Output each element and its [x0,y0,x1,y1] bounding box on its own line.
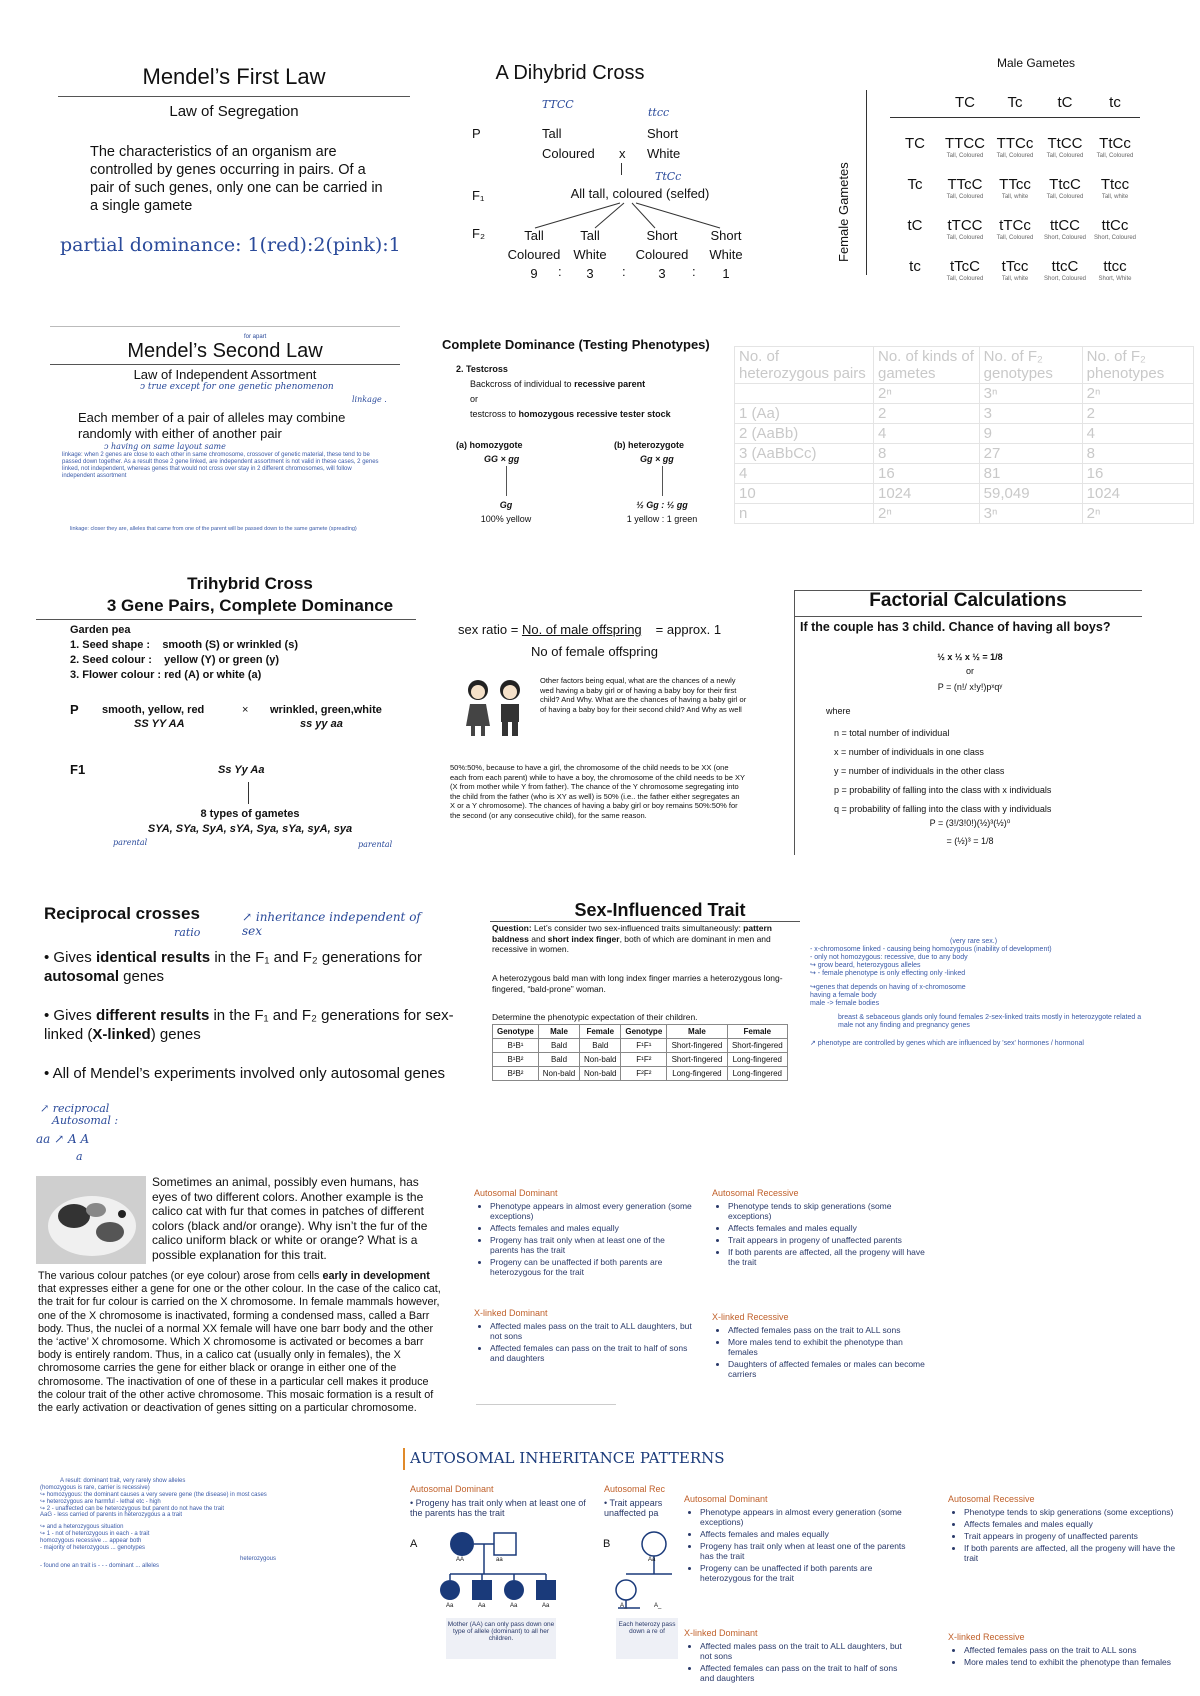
p-label: P [70,702,79,717]
table-row: 4 [735,464,874,484]
genotype: aa [496,1557,503,1563]
divider [866,90,867,275]
genotype: Aa [542,1603,550,1609]
f2-group-1: Tall Coloured 9 [507,228,561,281]
col-header: No. of F₂ phenotypes [1082,347,1193,384]
trihybrid-title: Trihybrid Cross [187,574,313,593]
cell: TtCC Tall, Coloured [1046,135,1084,159]
colon: : [622,264,626,279]
f2-group-2: Tall White 3 [573,228,607,281]
col-header: tc [1109,94,1121,111]
cell: ttcc Short, White [1098,258,1132,282]
punnett-square [890,90,1140,295]
f2-group-4: Short White 1 [709,228,743,281]
sexinf-p3: Determine the phenotypic expectation of their children. [492,1012,698,1022]
heterozygote-label: (b) heterozygote [614,440,685,450]
genotype: Aa [510,1603,518,1609]
cell: TTCc Tall, Coloured [996,135,1034,159]
sex-ratio-denominator: No of female offspring [531,644,658,659]
p1b: Coloured [542,146,595,161]
genotype: A_ [620,1603,628,1609]
cell: TtCc Tall, Coloured [1096,135,1134,159]
line2: testcross to homozygous recessive tester stock [470,409,671,419]
result-a: Gg [499,500,513,510]
p1-phenotype: smooth, yellow, red [102,704,205,716]
divider [490,921,800,922]
aip-ar-title: Autosomal Rec [604,1484,666,1494]
factorial-title: Factorial Calculations [869,590,1067,611]
x-linked-dominant-box: X-linked Dominant • Affected males pass on the trait to ALL daughters, but not sons • Affected females can pass on the trait to half of sons and daughters [474,1308,694,1365]
sex-ratio: sex ratio = No. of male offspring = approx. 1 [458,622,722,637]
cross-x: × [242,704,249,716]
hand-p1: TTCC [542,98,574,111]
cell: Ttcc Tall, white [1100,176,1130,200]
table-row: B¹B¹ Bald Bald F¹F¹ Short-fingered Short-fingered [493,1039,788,1053]
table-row: 10 [735,484,874,504]
hand-f1: TtCc [655,170,682,183]
calico-body: The various colour patches (or eye colour) arose from cells early in development that expresses either a gene for one or the other colour. In the case of the calico cat, the trait for fur colour is carried on the X chromosome. In female mammals however, one of the X chromosome is inactivated, forming a condensed mass, called a Barr body. Thus, the nuclei of a normal XX female will have one barr body and the other the ‘active’ X chromosome. Which X chromosome is activated or becomes a barr body is entirely random. Thus, in a calico cat (usually only in females), the X chromosome carries the gene for either black or orange in either one of the chromosome. The inactivation of one of these in a particular cell makes it produce the colour trait of the other active chromosome. This mosaic formation is a result of the early activation or deactivation of genes sitting on a particular chromosome. [38,1270,441,1415]
garden-pea: Garden pea [70,624,131,636]
mendel2-title: Mendel’s Second Law [127,340,323,362]
definitions: n = total number of individual x = number of individuals in one class y = number of individuals in the other class p = probability of falling into the class with x individuals q = probability of falling into the class with y individuals [834,728,1052,814]
cross-a: GG × gg [484,454,520,464]
row-header: tC [907,217,923,234]
boy-girl-icon [458,678,534,738]
result-1: P = (3!/3!0!)(½)³(½)⁰ [929,818,1011,828]
dihybrid-title: A Dihybrid Cross [495,62,645,84]
col-header: No. of F₂ genotypes [979,347,1082,384]
arrow-line [248,782,249,804]
scribble-notes: linkage: when 2 genes are close to each other in same chromosome, crossover of genetic material, these tend to be passed down together. As a result those 2 gene linked, are independent assortment is not valid in these cases, 2 genes linked, not independent, whereas genes that would not cross over stay in 2 different chromosomes, will follow independent assortment [62,452,379,479]
or: or [965,666,974,676]
f1-label: F1 [70,762,86,777]
genotype: AA [456,1557,465,1563]
p-label: P [472,126,481,141]
trait-2: 2. Seed colour : yellow (Y) or green (y) [70,654,280,666]
or: or [470,394,479,404]
p2b: White [647,146,681,161]
faded-table: No. of heterozygous pairs No. of kinds of gametes No. of F₂ genotypes No. of F₂ phenotypes 2ⁿ 3ⁿ 2ⁿ 1 (Aa) 2 3 2 2 (AaBb) 4 9 4 3 (AaBbCc) 8 27 8 4 16 81 16 10 1024 59,049 1024 n 2ⁿ 3ⁿ 2ⁿ [734,346,1194,524]
mendel1-subtitle: Law of Segregation [169,103,299,120]
hand-note: aa ↗ A A [36,1132,90,1146]
divider [794,590,795,855]
autosomal-dominant-box: Autosomal Dominant • Phenotype appears in almost every generation (some exceptions) • Affects females and males equally • Progeny has trait only when at least one of the parents has the trait • Progeny can be unaffected if both parents are heterozygous for the trait [474,1188,694,1279]
accent-bar [403,1448,405,1470]
table-row: n [735,504,874,524]
hand-note: ratio [174,926,201,939]
col-header: TC [955,94,975,111]
divider [36,619,416,620]
pedigree-a-caption: Mother (AA) can only pass down one type of allele (dominant) to all her children. [446,1618,556,1659]
table-row: B¹B² Bald Non-bald F¹F² Short-fingered Long-fingered [493,1053,788,1067]
hand-note: a [76,1150,83,1163]
mendel1-note: partial dominance: 1(red):2(pink):1 [60,234,401,256]
table-row: 3 (AaBbCc) [735,444,874,464]
sex-ratio-answer: 50%:50%, because to have a girl, the chromosome of the child needs to be XX (one each from each parent) while to have a boy, the chromosome of the child needs to be XY (X from mother while Y from father). The chance of the Y chromosome segregating into the child from the father (who is XY as well) is 50% (i.e.. the father either segregates an X or a Y chromosome). The chances of having a baby girl or boy remains 50%:50% for the second (or any consecutive child), for the same reason. [450,763,745,820]
mendel2-subtitle: Law of Independent Assortment [133,367,317,382]
hand-note: ↄ having on same layout same [104,442,226,451]
line1: Backcross of individual to recessive parent [470,379,646,389]
mendel2-text: Each member of a pair of alleles may combine randomly with either of another pair [78,410,346,441]
genotype: Aa [648,1557,656,1563]
f1: All tall, coloured (selfed) [570,186,710,201]
sexinf-p2: A heterozygous bald man with long index finger marries a heterozygous long-fingered, “bald-prone” woman. [492,973,783,994]
divider [50,364,400,365]
hand-note: ↗ inheritance independent of sex [242,910,421,938]
aip-ad-text: • Progeny has trait only when at least one of the parents has the trait [410,1498,586,1518]
hand-p2: ttcc [648,106,670,119]
mendel1-title: Mendel’s First Law [142,64,326,89]
where: where [826,706,851,716]
arrow-line [621,163,622,175]
scribble-notes: (very rare sex.) - x-chromosome linked - causing being homozygous (inability of development) - only not homozygous: recessive, due to any body ↪ grow beard, heterozygous alleles ↪ - female phenotype is only effecting only -linked ↪genes that depends on having of x-chromosome having a female body male -> female bodies breast & sebaceous glands only found females 2-sex-linked traits mostly in heterozygote related a male not any finding and pregnancy genes ↗ phenotype are controlled by genes which are influenced by 'sex' hormones / hormonal [810,938,1142,1048]
trihybrid-subtitle: 3 Gene Pairs, Complete Dominance [106,596,394,615]
arrow-line [662,466,663,496]
female-gametes-label: Female Gametes [836,162,851,262]
pedigree-b-label: B [603,1538,611,1550]
table-row: B²B² Non-bald Non-bald F²F² Long-fingered Long-fingered [493,1067,788,1081]
p2: Short [647,126,679,141]
tiny-note: for apart [244,334,267,340]
cell: tTCC Tall, Coloured [946,217,984,241]
genotype: A_ [654,1603,662,1609]
factorial-question: If the couple has 3 child. Chance of having all boys? [800,620,1111,634]
cell: ttCc Short, Coloured [1093,217,1137,241]
divider [58,96,410,97]
genotype: Aa [446,1603,454,1609]
x-linked-dominant-box-large: X-linked Dominant • Affected males pass on the trait to ALL daughters, but not sons • Affected females can pass on the trait to half of sons and daughters [684,1628,912,1685]
note-a: 100% yellow [480,514,532,524]
note-b: 1 yellow : 1 green [626,514,698,524]
aip-ad-title: Autosomal Dominant [410,1484,494,1494]
cell: tTCc Tall, Coloured [996,217,1034,241]
hand-note: parental [358,840,393,849]
cell: tTcc Tall, white [1001,258,1029,282]
sexinf-title: Sex-Influenced Trait [574,900,746,920]
pedigree-b-caption: Each heterozy pass down a re of [616,1618,678,1659]
result-2: = (½)³ = 1/8 [946,836,994,846]
cell: TTcc Tall, white [999,176,1031,200]
hand-note: linkage . [352,395,387,404]
hand-note: parental [113,838,148,847]
homozygote-label: (a) homozygote [456,440,523,450]
colon: : [692,264,696,279]
f1-label: F₁ [472,188,485,203]
sexinf-question: Question: Let’s consider two sex-influenced traits simultaneously: pattern baldness and short index finger, both of which are dominant in men and recessive in women. [492,923,772,954]
autosomal-recessive-box: Autosomal Recessive • Phenotype tends to skip generations (some exceptions) • Affects females and males equally • Trait appears in progeny of unaffected parents • If both parents are affected, all the progeny will have the trait [712,1188,932,1269]
footnote: linkage: closer they are, alleles that came from one of the parent will be passed down to the same gamete (spreading) [70,526,357,532]
x-linked-recessive-box: X-linked Recessive • Affected females pass on the trait to ALL sons • More males tend to exhibit the phenotype than females • Daughters of affected females or males can become carriers [712,1312,932,1381]
hand-note: Autosomal : [52,1114,119,1127]
row-header: Tc [907,176,923,193]
divider [794,616,1142,617]
arrow-line [506,466,507,496]
formula: P = (n!/ x!y!)pˣqʸ [937,682,1003,692]
table-row: 2 (AaBb) [735,424,874,444]
x-linked-recessive-box-large: X-linked Recessive • Affected females pass on the trait to ALL sons • More males tend to exhibit the phenotype than females [948,1632,1180,1669]
row-header: tc [909,258,921,275]
complete-title: Complete Dominance (Testing Phenotypes) [442,337,710,352]
cell: TtcC Tall, Coloured [1046,176,1084,200]
reciprocal-bullets: • Gives identical results in the F₁ and F₂ generations for autosomal genes • Gives different results in the F₁ and F₂ generations for sex-linked (X-linked) genes • All of Mendel’s experiments involved only autosomal genes [44,949,454,1082]
autosomal-dominant-box-large: Autosomal Dominant • Phenotype appears in almost every generation (some exceptions) • Affects females and males equally • Progeny has trait only when at least one of the parents has the trait • Progeny can be unaffected if both parents are heterozygous for the trait [684,1494,912,1585]
hand-note: ↗ reciprocal [40,1102,110,1115]
calico-cat-image [36,1176,146,1264]
aip-ar-text: • Trait appears unaffected pa [604,1498,663,1518]
col-header: Tc [1007,94,1023,111]
cell: ttCC Short, Coloured [1043,217,1087,241]
result-b: ½ Gg : ½ gg [636,500,688,510]
cell: tTcC Tall, Coloured [946,258,984,282]
reciprocal-title: Reciprocal crosses [44,904,200,923]
p1-genotype: SS YY AA [134,718,185,730]
p2-genotype: ss yy aa [300,718,343,730]
col-header: No. of kinds of gametes [874,347,980,384]
sex-ratio-question: Other factors being equal, what are the chances of a newly wed having a baby girl or of having a baby boy for their first child? And Why. What are the chances of having a baby girl or of having a baby boy for their second child? And Why as well [540,676,747,714]
cross-b: Gg × gg [640,454,674,464]
gametes-list: SYA, SYa, SyA, sYA, Sya, sYa, syA, sya [147,823,353,835]
table-row: 1 (Aa) [735,404,874,424]
autosomal-recessive-box-large: Autosomal Recessive • Phenotype tends to skip generations (some exceptions) • Affects females and males equally • Trait appears in progeny of unaffected parents • If both parents are affected, all the progeny will have the trait [948,1494,1180,1565]
scribble-notes: A result: dominant trait, very rarely show alleles (homozygous is rare, carrier is recessive) ↪ homozygous: the dominant causes a very severe gene (the disease) in most cases ↪ heterozygous are harmful - lethal etc - high ↪ 2 - unaffected can be heterozygous but parent do not have the trait AaG - less carried of parents in heterozygous a a trait ↪ and a heterozygous situation ↪ 1 - not of heterozygous in each - a trait homozygous recessive ... appear both - majority of heterozygous ... genotypes heterozygous - found one an trait is - - - dominant ... alleles [40,1478,277,1569]
gametes-title: 8 types of gametes [200,808,300,820]
f2-label: F₂ [472,226,485,241]
p2-phenotype: wrinkled, green,white [270,704,382,716]
cell: TTcC Tall, Coloured [946,176,984,200]
trait-3: 3. Flower colour : red (A) or white (a) [70,669,262,681]
hand-note: ↄ true except for one genetic phenomenon [140,382,334,392]
aip-title: AUTOSOMAL INHERITANCE PATTERNS [410,1449,725,1467]
cell: ttcC Short, Coloured [1043,258,1087,282]
mendel1-text: The characteristics of an organism are controlled by genes occurring in pairs. Of a pair of such genes, only one can be carried in a single gamete [90,144,383,214]
divider [890,117,1140,118]
col-header: tC [1057,94,1073,111]
testcross-heading: 2. Testcross [456,364,508,374]
calc1: ½ x ½ x ½ = 1/8 [937,652,1003,662]
row-header: TC [905,135,925,152]
p1: Tall [542,126,562,141]
f2-group-3: Short Coloured 3 [635,228,689,281]
trait-1: 1. Seed shape : smooth (S) or wrinkled (s) [70,639,298,651]
cross-x: x [619,146,626,161]
divider [476,1404,616,1405]
sexinf-table: Genotype Male Female Genotype Male Female B¹B¹ Bald Bald F¹F¹ Short-fingered Short-fingered B¹B² Bald Non-bald F¹F² Short-fingered Long-fingered B²B² Non-bald Non-bald F²F² Long-fingered Long-fingered [492,1024,788,1081]
male-gametes-label: Male Gametes [996,56,1076,70]
genotype: Aa [478,1603,486,1609]
colon: : [558,264,562,279]
divider [50,326,400,327]
col-header: No. of heterozygous pairs [735,347,874,384]
f1-genotype: Ss Yy Aa [218,764,265,776]
cell: TTCC Tall, Coloured [945,135,985,159]
pedigree-a-label: A [410,1538,418,1550]
calico-intro: Sometimes an animal, possibly even humans, has eyes of two different colors. Another example is the calico cat with fur that comes in patches of different colors (black and/or orange). Why isn’t the fur of the calico uniform black or white or orange? What is a possible explanation for this trait. [152,1175,428,1262]
pedigree-a [436,1530,576,1620]
